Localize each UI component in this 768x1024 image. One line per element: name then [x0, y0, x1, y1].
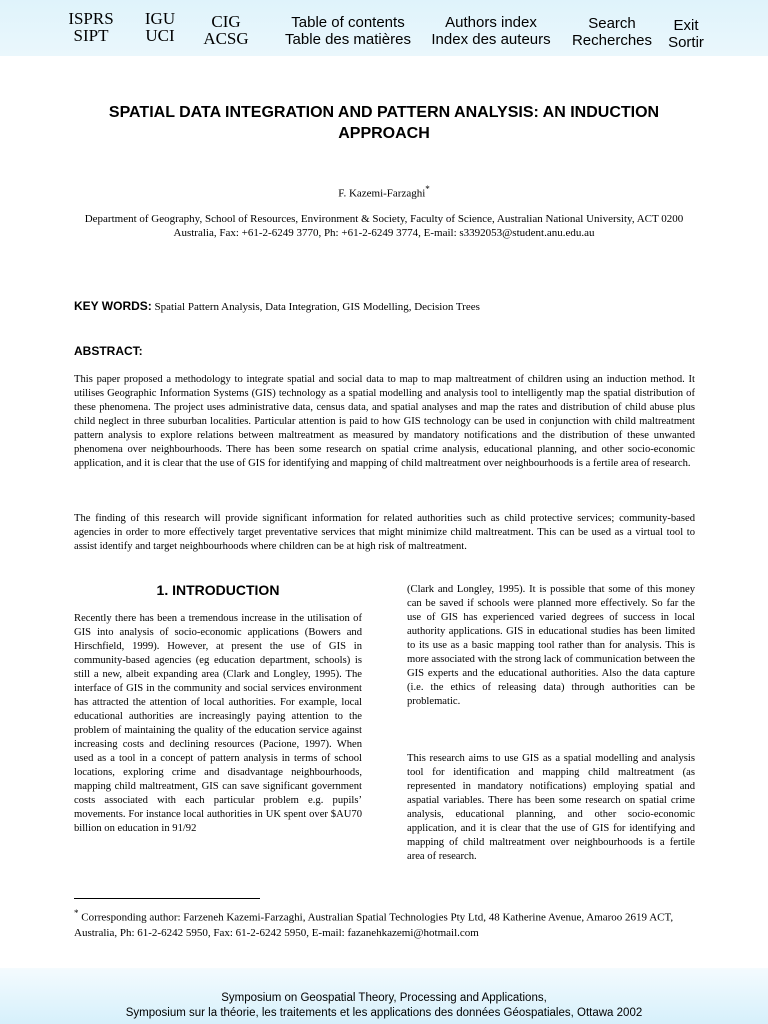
abstract-paragraph-1: This paper proposed a methodology to integrate spatial and social data to map to map maltreatment of children using an induction method. It utilises Geographic Information Systems (GIS) technology as a spatial modelling and analysis tool to intelligently map the spatial distribution of these phenomena. The project uses administrative data, census data, and spatial analyses and map the rates and distribution of child abuse plus child neglect in three suburban localities. Particular attention is paid to how GIS technology can be used in conjunction with child maltreatment pattern analysis to explore relations between maltreatment as measured by mandatory notifications and the distribution of these unwanted phenomena over neighbourhoods. There has been some research on spatial crime analysis, educational planning, and other socio-economic application, and it is clear that the use of GIS for identifying and mapping of child maltreatment over neighbourhoods is a fertile area of research.: [74, 374, 695, 469]
introduction-paragraph-2: (Clark and Longley, 1995). It is possible that some of this money can be saved if schools were planned more effectively. So far the use of GIS has experienced varied degrees of success in local authority applications. GIS in educational studies has been limited to its use as a basic mapping tool rather than for analysis. This is more associated with the strong lack of communication between the GIS experts and the educational authorities. Also the data capture (i.e. the ethics of releasing data) through authorities can be problematic.: [407, 584, 696, 707]
navigation-bar: [0, 0, 768, 56]
authors-index-label: Authors index: [445, 14, 537, 31]
sipt-link-label: SIPT: [73, 26, 109, 45]
igu-link-label: IGU: [144, 9, 176, 28]
cig-link[interactable]: [198, 13, 254, 47]
acsg-link-label: ACSG: [203, 29, 249, 48]
table-des-matieres-label: Table des matières: [285, 31, 411, 48]
introduction-heading: 1. INTRODUCTION: [156, 582, 280, 598]
recherches-label: Recherches: [571, 32, 653, 49]
introduction-paragraph-3: This research aims to use GIS as a spatial modelling and analysis tool for identification and mapping child maltreatment (as represented in mandatory notifications) employing spatial and aspatial variables. There has been some research on spatial crime analysis, educational planning, and other socio-economic application, and it is clear that the use of GIS for identifying and mapping of child maltreatment over neighbourhoods is a fertile area of research.: [407, 753, 695, 862]
footer-line-2: Symposium sur la théorie, les traitements et les applications des données Géospatiales, Ottawa 2002: [125, 1007, 643, 1019]
footnote-text: Corresponding author: Farzeneh Kazemi-Farzaghi, Australian Spatial Technologies Pty Ltd, 48 Katherine Avenue, Amaroo 2619 ACT, Australia, Ph: 61-2-6242 5950, Fax: 61-2-6242 5950, E-mail: fazanehkazemi@hotmail.com: [74, 911, 674, 939]
author-line: [0, 184, 768, 200]
author-name: F. Kazemi-Farzaghi: [338, 187, 426, 200]
affiliation: Department of Geography, School of Resources, Environment & Society, Faculty of Science, Australian National University, ACT 0200 Australia, Fax: +61-2-6249 3770, Ph: +61-2-6249 3774, E-mail: s3392053@student.anu.edu.au: [84, 213, 684, 239]
keywords-text: Spatial Pattern Analysis, Data Integration, GIS Modelling, Decision Trees: [154, 301, 480, 313]
exit-label: Exit: [673, 17, 699, 34]
igu-link[interactable]: [137, 10, 183, 44]
abstract-heading: ABSTRACT:: [74, 344, 143, 358]
index-des-auteurs-label: Index des auteurs: [431, 31, 551, 48]
sortir-label: Sortir: [668, 34, 704, 51]
isprs-link-label: ISPRS: [68, 9, 114, 28]
footnote: [74, 906, 695, 941]
introduction-paragraph-1: Recently there has been a tremendous increase in the utilisation of GIS into analysis of socio-economic applications (Bowers and Hirschfield, 1999). However, at present the use of GIS in community-based agencies (eg education department, schools) is still a new, albeit expanding area (Clark and Longley, 1995). The interface of GIS in the community and social services environment has attracted the attention of local authorities. For example, local educational authorities are increasingly paying attention to the problem of maintaining the quality of the education service against increasing costs and declining resources (Pacione, 1997). When used as a tool in a concept of pattern analysis in terms of school locations, exploring crime and disadvantage neighbourhoods, mapping child maltreatment, GIS can save significant government costs associated with each particular problem e.g. pupils’ movements. For instance local authorities in UK spent over $AU70 billion on education in 91/92: [74, 613, 362, 834]
uci-link-label: UCI: [145, 26, 175, 45]
search-label: Search: [588, 15, 636, 32]
footer-line-1: Symposium on Geospatial Theory, Processing and Applications,: [221, 992, 547, 1004]
abstract-paragraph-2: The finding of this research will provide significant information for related authorities such as child protective services; community-based agencies in order to more effectively target preventative services that might minimize child maltreatment. This can be used as a virtual tool to assist identify and target neighbourhoods where children can be at high risk of maltreatment.: [74, 513, 695, 552]
cig-link-label: CIG: [211, 12, 241, 31]
footer-banner: [0, 968, 768, 1024]
footnote-mark: *: [74, 908, 79, 918]
footnote-divider: [74, 898, 260, 899]
paper-title: SPATIAL DATA INTEGRATION AND PATTERN ANALYSIS: AN INDUCTION APPROACH: [108, 104, 660, 142]
exit-link[interactable]: [660, 17, 712, 51]
table-of-contents-label: Table of contents: [291, 14, 405, 31]
authors-index-link[interactable]: [424, 14, 558, 48]
author-footnote-mark: *: [425, 184, 430, 194]
keywords-label: KEY WORDS:: [74, 299, 152, 313]
search-link[interactable]: [568, 15, 656, 49]
table-of-contents-link[interactable]: [280, 14, 416, 48]
keywords-line: [74, 299, 694, 314]
isprs-link[interactable]: [62, 10, 120, 44]
